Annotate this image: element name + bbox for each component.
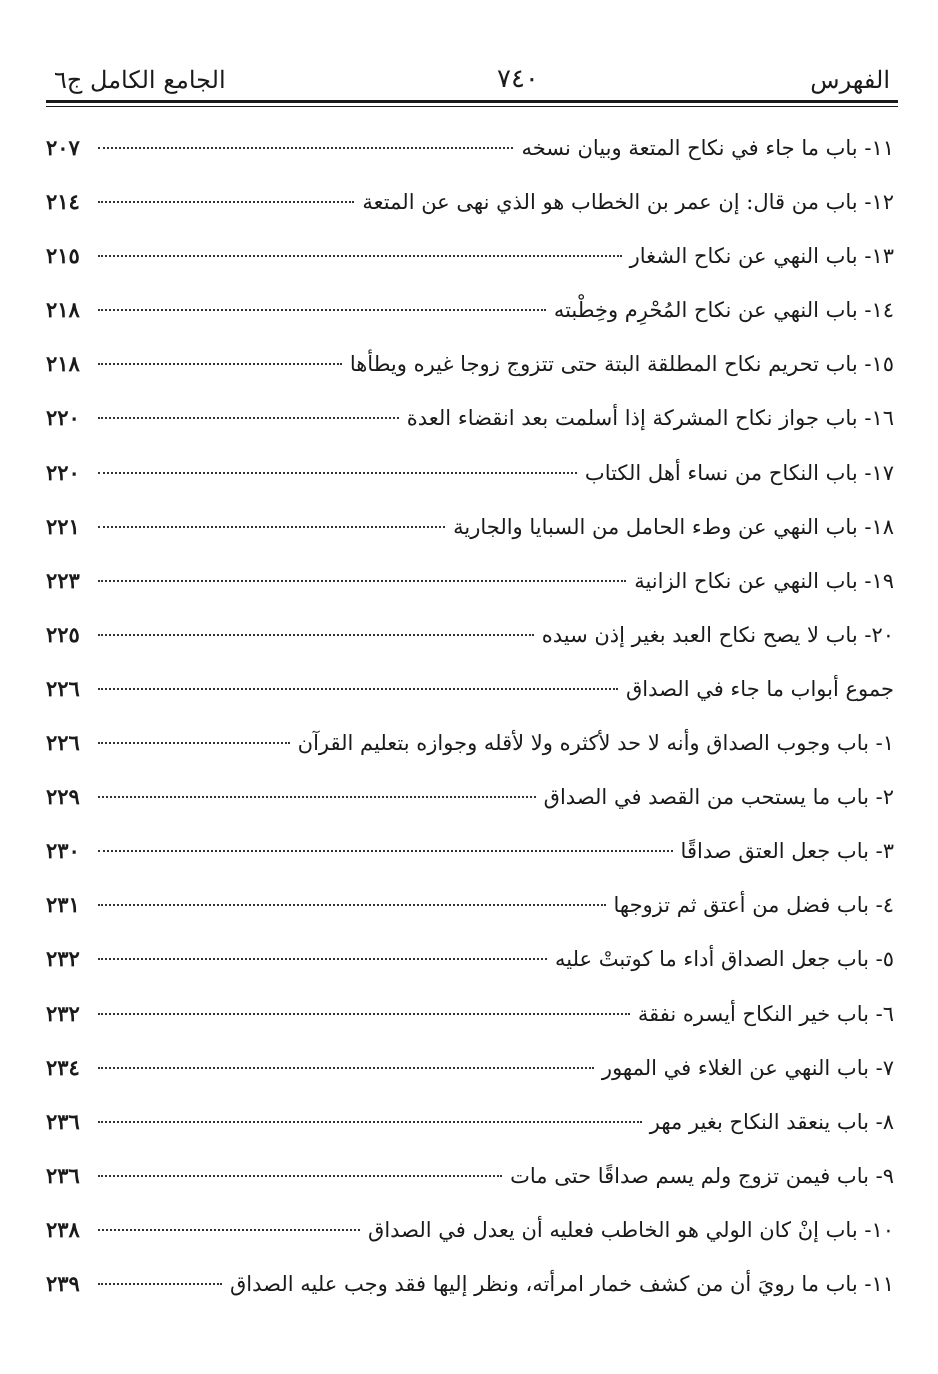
toc-entry-page: ٢١٨ <box>46 297 80 323</box>
header-rule-thick <box>46 100 898 103</box>
toc-entry-title: ١٦- باب جواز نكاح المشركة إذا أسلمت بعد انقضاء العدة <box>406 406 894 431</box>
toc-entry <box>46 1041 898 1095</box>
toc-entry <box>46 1257 898 1311</box>
toc-entry <box>46 824 898 878</box>
toc-entry-title: ١٠- باب إنْ كان الولي هو الخاطب فعليه أن يعدل في الصداق <box>368 1217 894 1242</box>
section-title: الفهرس <box>810 66 890 94</box>
toc-entry <box>46 500 898 554</box>
toc-entry <box>46 1095 898 1149</box>
toc-entry <box>46 878 898 932</box>
toc-entry-title: ١١- باب ما جاء في نكاح المتعة وبيان نسخه <box>521 136 894 160</box>
dot-leader <box>98 580 626 582</box>
toc-entry <box>46 446 898 500</box>
dot-leader <box>98 472 577 474</box>
toc-entry-title: ٥- باب جعل الصداق أداء ما كوتبتْ عليه <box>555 947 894 972</box>
dot-leader <box>98 958 547 960</box>
toc-entry-page: ٢٢٦ <box>46 675 80 701</box>
toc-entry-page: ٢٣٦ <box>46 1108 80 1134</box>
toc-entry-page: ٢٣١ <box>46 892 80 918</box>
toc-entry-page: ٢٢١ <box>46 513 80 539</box>
toc-entry-title: ١٢- باب من قال: إن عمر بن الخطاب هو الذي نهى عن المتعة <box>362 190 894 215</box>
dot-leader <box>98 309 546 311</box>
toc-entry <box>46 554 898 608</box>
header-rule-thin <box>46 106 898 107</box>
toc-entry <box>46 987 898 1041</box>
toc-entry-page: ٢٢٣ <box>46 567 80 593</box>
toc-entry-page: ٢١٤ <box>46 189 80 215</box>
dot-leader <box>98 417 399 419</box>
toc-entry-page: ٢٢٠ <box>46 459 80 485</box>
dot-leader <box>98 742 290 744</box>
page-number: ٧٤٠ <box>497 64 539 94</box>
book-title: الجامع الكامل ج٦ <box>54 66 226 94</box>
toc-entry-page: ٢٣٢ <box>46 946 80 972</box>
toc-entry-page: ٢٣٩ <box>46 1270 80 1296</box>
toc-entry-page: ٢٣٨ <box>46 1216 80 1242</box>
toc-entry-title: ١٨- باب النهي عن وطء الحامل من السبايا والجارية <box>453 514 894 539</box>
dot-leader <box>98 1175 502 1177</box>
dot-leader <box>98 1283 222 1285</box>
toc-entry-title: ٢٠- باب لا يصح نكاح العبد بغير إذن سيده <box>541 622 894 647</box>
dot-leader <box>98 1067 594 1069</box>
toc-entry-title: ٦- باب خير النكاح أيسره نفقة <box>637 1001 894 1026</box>
toc-entry <box>46 229 898 283</box>
toc-entry <box>46 1203 898 1257</box>
toc-entry-title: جموع أبواب ما جاء في الصداق <box>625 676 894 701</box>
running-header <box>46 48 898 94</box>
toc-entry-title: ٩- باب فيمن تزوج ولم يسم صداقًا حتى مات <box>510 1163 894 1188</box>
toc-entry <box>46 337 898 391</box>
toc-entry-title: ٢- باب ما يستحب من القصد في الصداق <box>543 785 894 810</box>
toc-entry-page: ٢٠٧ <box>46 135 80 160</box>
toc-entry <box>46 175 898 229</box>
toc-entry-page: ٢٣٦ <box>46 1162 80 1188</box>
toc-entry-title: ١٩- باب النهي عن نكاح الزانية <box>634 568 894 593</box>
dot-leader <box>98 255 622 257</box>
toc-entry-title: ١٣- باب النهي عن نكاح الشغار <box>629 244 894 269</box>
toc-entry <box>46 662 898 716</box>
dot-leader <box>98 1013 630 1015</box>
toc-entry-page: ٢١٥ <box>46 243 80 269</box>
dot-leader <box>98 147 513 149</box>
dot-leader <box>98 688 618 690</box>
toc-entry <box>46 716 898 770</box>
toc-entry-page: ٢٣٠ <box>46 838 80 864</box>
toc-entry <box>46 1149 898 1203</box>
toc-entry-title: ٣- باب جعل العتق صداقًا <box>680 839 894 864</box>
dot-leader <box>98 363 342 365</box>
dot-leader <box>98 796 536 798</box>
toc-entry-page: ٢٣٤ <box>46 1054 80 1080</box>
toc-entry-title: ١- باب وجوب الصداق وأنه لا حد لأكثره ولا لأقله وجوازه بتعليم القرآن <box>297 731 894 756</box>
dot-leader <box>98 201 354 203</box>
toc-entry-title: ٧- باب النهي عن الغلاء في المهور <box>601 1055 894 1080</box>
dot-leader <box>98 850 673 852</box>
toc-entry <box>46 283 898 337</box>
dot-leader <box>98 904 606 906</box>
toc-entry-title: ١٧- باب النكاح من نساء أهل الكتاب <box>584 460 894 485</box>
dot-leader <box>98 526 445 528</box>
toc-entry <box>46 932 898 986</box>
table-of-contents <box>46 121 898 1311</box>
dot-leader <box>98 1229 360 1231</box>
toc-entry <box>46 121 898 175</box>
toc-entry-page: ٢٢٩ <box>46 784 80 810</box>
toc-entry-page: ٢١٨ <box>46 351 80 377</box>
toc-entry <box>46 770 898 824</box>
dot-leader <box>98 634 534 636</box>
toc-entry-page: ٢٣٢ <box>46 1000 80 1026</box>
toc-entry <box>46 391 898 445</box>
toc-entry-title: ٨- باب ينعقد النكاح بغير مهر <box>649 1109 894 1134</box>
toc-entry-title: ١٤- باب النهي عن نكاح المُحْرِم وخِطْبته <box>553 298 894 323</box>
toc-entry <box>46 608 898 662</box>
toc-entry-page: ٢٢٦ <box>46 730 80 756</box>
toc-entry-title: ٤- باب فضل من أعتق ثم تزوجها <box>613 893 894 918</box>
toc-entry-title: ١٥- باب تحريم نكاح المطلقة البتة حتى تتزوج زوجا غيره ويطأها <box>349 352 894 377</box>
toc-entry-title: ١١- باب ما رويَ أن من كشف خمار امرأته، ونظر إليها فقد وجب عليه الصداق <box>229 1271 894 1296</box>
dot-leader <box>98 1121 642 1123</box>
toc-entry-page: ٢٢٥ <box>46 621 80 647</box>
toc-entry-page: ٢٢٠ <box>46 405 80 431</box>
